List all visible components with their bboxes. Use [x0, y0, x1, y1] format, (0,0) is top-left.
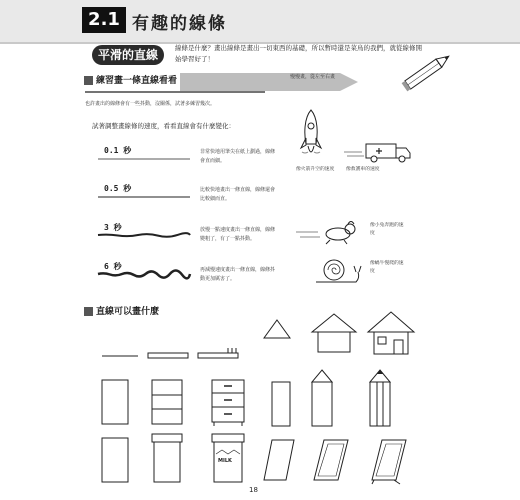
rocket-illustration [296, 108, 326, 164]
speed-desc-1: 非常快地用筆尖在紙上劃過，線條會直而細。 [200, 149, 276, 164]
rectangle-to-milk-sequence [100, 430, 260, 486]
snail-caption: 像蝸牛慢爬的速度 [370, 261, 404, 274]
topic-pill: 平滑的直線 [92, 45, 164, 65]
line-to-ruler-sequence [102, 342, 252, 362]
practice-heading: 練習畫一條直線看看 [84, 73, 177, 86]
rectangle-to-pencil-sequence [270, 368, 410, 430]
running-dog-illustration [296, 220, 366, 246]
speed-time-1: 0.1 秒 [104, 146, 132, 155]
handwritten-note: 也許畫出的線條會有一些抖動，沒關係，試著多練習幾次。 [85, 101, 216, 107]
instruction-text: 試著調整畫線條的速度，看看直線會有什麼變化： [92, 122, 235, 130]
speed-line-1 [98, 157, 190, 161]
snail-illustration [312, 256, 366, 286]
ambulance-illustration [344, 140, 416, 164]
chapter-header-bar [0, 0, 520, 44]
speed-time-3: 3 秒 [104, 223, 122, 232]
pen-cup-icon [84, 307, 93, 316]
triangle-shape [262, 318, 292, 340]
rocket-caption: 像火箭升空的速度 [296, 167, 335, 172]
speed-desc-4: 再減慢速度畫出一條直線，線條抖動更加厲害了。 [200, 267, 276, 282]
arrow-note: 慢慢畫，從左至右畫 [290, 74, 336, 80]
section-number: 2.1 [82, 7, 126, 33]
house-detailed [366, 310, 416, 356]
rectangle-to-cabinet-sequence [100, 376, 260, 428]
pen-cup-icon [84, 76, 93, 85]
house-outline [310, 312, 358, 354]
speed-time-2: 0.5 秒 [104, 184, 132, 193]
speed-line-2 [98, 195, 190, 199]
speed-desc-2: 比較快地畫出一條直線，線條還會比較細而直。 [200, 187, 276, 202]
ambulance-caption: 像救護車的速度 [346, 167, 380, 172]
page-number: 18 [249, 486, 258, 494]
speed-line-3 [98, 232, 190, 238]
parallelogram-to-frame-sequence [262, 436, 412, 486]
speed-line-4 [98, 271, 190, 277]
speed-time-4: 6 秒 [104, 262, 122, 271]
pencil-illustration [398, 42, 458, 102]
speed-desc-3: 放慢一點速度畫出一條直線，線條變粗了，有了一點抖動。 [200, 227, 276, 242]
intro-text: 線條是什麼？畫出線條是畫出一切東西的基礎，所以暫時還是菜鳥的我們，就從線條開始學習好了！ [175, 44, 422, 63]
milk-label: MILK [218, 458, 232, 464]
section-title: 有趣的線條 [132, 14, 227, 34]
rabbit-caption: 像小兔奔跑的速度 [370, 223, 404, 236]
draw-section-heading: 直線可以畫什麼 [84, 304, 159, 317]
practice-line [85, 90, 265, 94]
